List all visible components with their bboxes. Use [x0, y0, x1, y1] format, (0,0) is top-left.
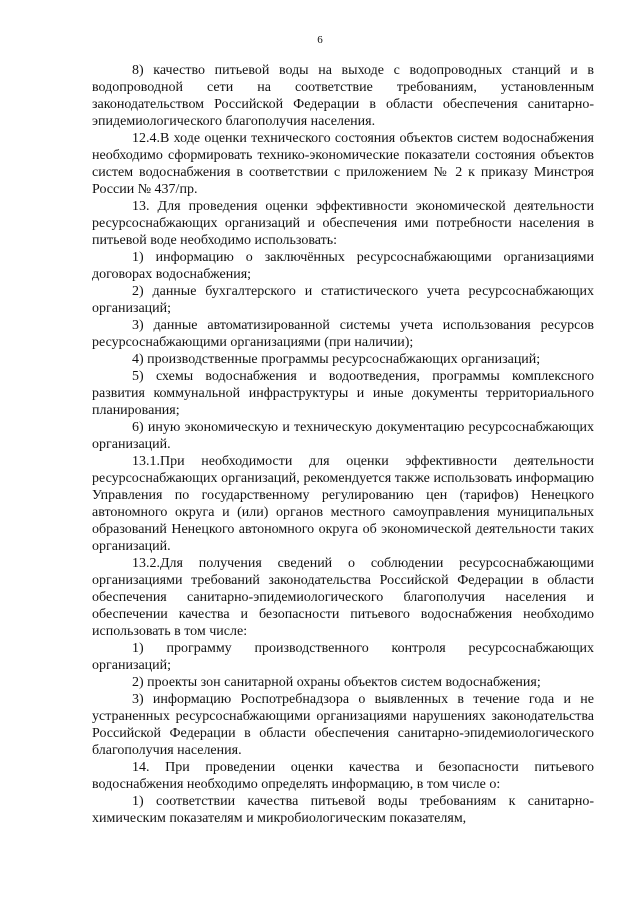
paragraph-13-item-2: 2) данные бухгалтерского и статистического учета ресурсоснабжающих организаций;	[92, 284, 594, 316]
document-body	[92, 62, 594, 827]
paragraph-14: 14. При проведении оценки качества и безопасности питьевого водоснабжения необходимо определять информацию, в том числе о:	[92, 760, 594, 792]
paragraph-13-item-6: 6) иную экономическую и техническую документацию ресурсоснабжающих организаций.	[92, 420, 594, 452]
paragraph-13-2: 13.2.Для получения сведений о соблюдении ресурсоснабжающими организациями требований законодательства Российской Федерации в области обеспечения санитарно-эпидемиологического благополучия населения и обеспечении качества и безопасности питьевого водоснабжения необходимо использовать в том числе:	[92, 556, 594, 639]
paragraph-14-item-1: 1) соответствии качества питьевой воды требованиям к санитарно-химическим показателям и микробиологическим показателям,	[92, 794, 594, 826]
page-number: 6	[317, 34, 323, 46]
paragraph-13-2-item-1: 1) программу производственного контроля ресурсоснабжающих организаций;	[92, 641, 594, 673]
paragraph-13: 13. Для проведения оценки эффективности экономической деятельности ресурсоснабжающих организаций и обеспечения ими потребности населения в питьевой воде необходимо использовать:	[92, 199, 594, 248]
paragraph-13-1: 13.1.При необходимости для оценки эффективности деятельности ресурсоснабжающих организаций, рекомендуется также использовать информацию Управления по государственному регулированию цен (тарифов) Ненецкого автономного округа и (или) органов местного самоуправления муниципальных образований Ненецкого автономного округа об экономической деятельности таких организаций.	[92, 454, 594, 554]
paragraph-13-2-item-3: 3) информацию Роспотребнадзора о выявленных в течение года и не устраненных ресурсоснабжающими организациями нарушениях законодательства Российской Федерации в области обеспечения санитарно-эпидемиологического благополучия населения.	[92, 692, 594, 758]
paragraph-12-4: 12.4.В ходе оценки технического состояния объектов систем водоснабжения необходимо сформировать технико-экономические показатели состояния объектов систем водоснабжения в соответствии с приложением № 2 к приказу Минстроя России № 437/пр.	[92, 131, 594, 197]
paragraph-13-2-item-2: 2) проекты зон санитарной охраны объектов систем водоснабжения;	[132, 675, 541, 690]
paragraph-13-item-4: 4) производственные программы ресурсоснабжающих организаций;	[132, 352, 541, 367]
paragraph-13-item-3: 3) данные автоматизированной системы учета использования ресурсов ресурсоснабжающими организациями (при наличии);	[92, 318, 594, 350]
paragraph-13-item-1: 1) информацию о заключённых ресурсоснабжающими организациями договорах водоснабжения;	[92, 250, 594, 282]
paragraph-13-item-5: 5) схемы водоснабжения и водоотведения, программы комплексного развития коммунальной инфраструктуры и иные документы территориального планирования;	[92, 369, 594, 418]
paragraph-item-8-water-quality: 8) качество питьевой воды на выходе с водопроводных станций и в водопроводной сети на соответствие требованиям, установленным законодательством Российской Федерации в области обеспечения санитарно-эпидемиологического благополучия населения.	[92, 63, 594, 129]
